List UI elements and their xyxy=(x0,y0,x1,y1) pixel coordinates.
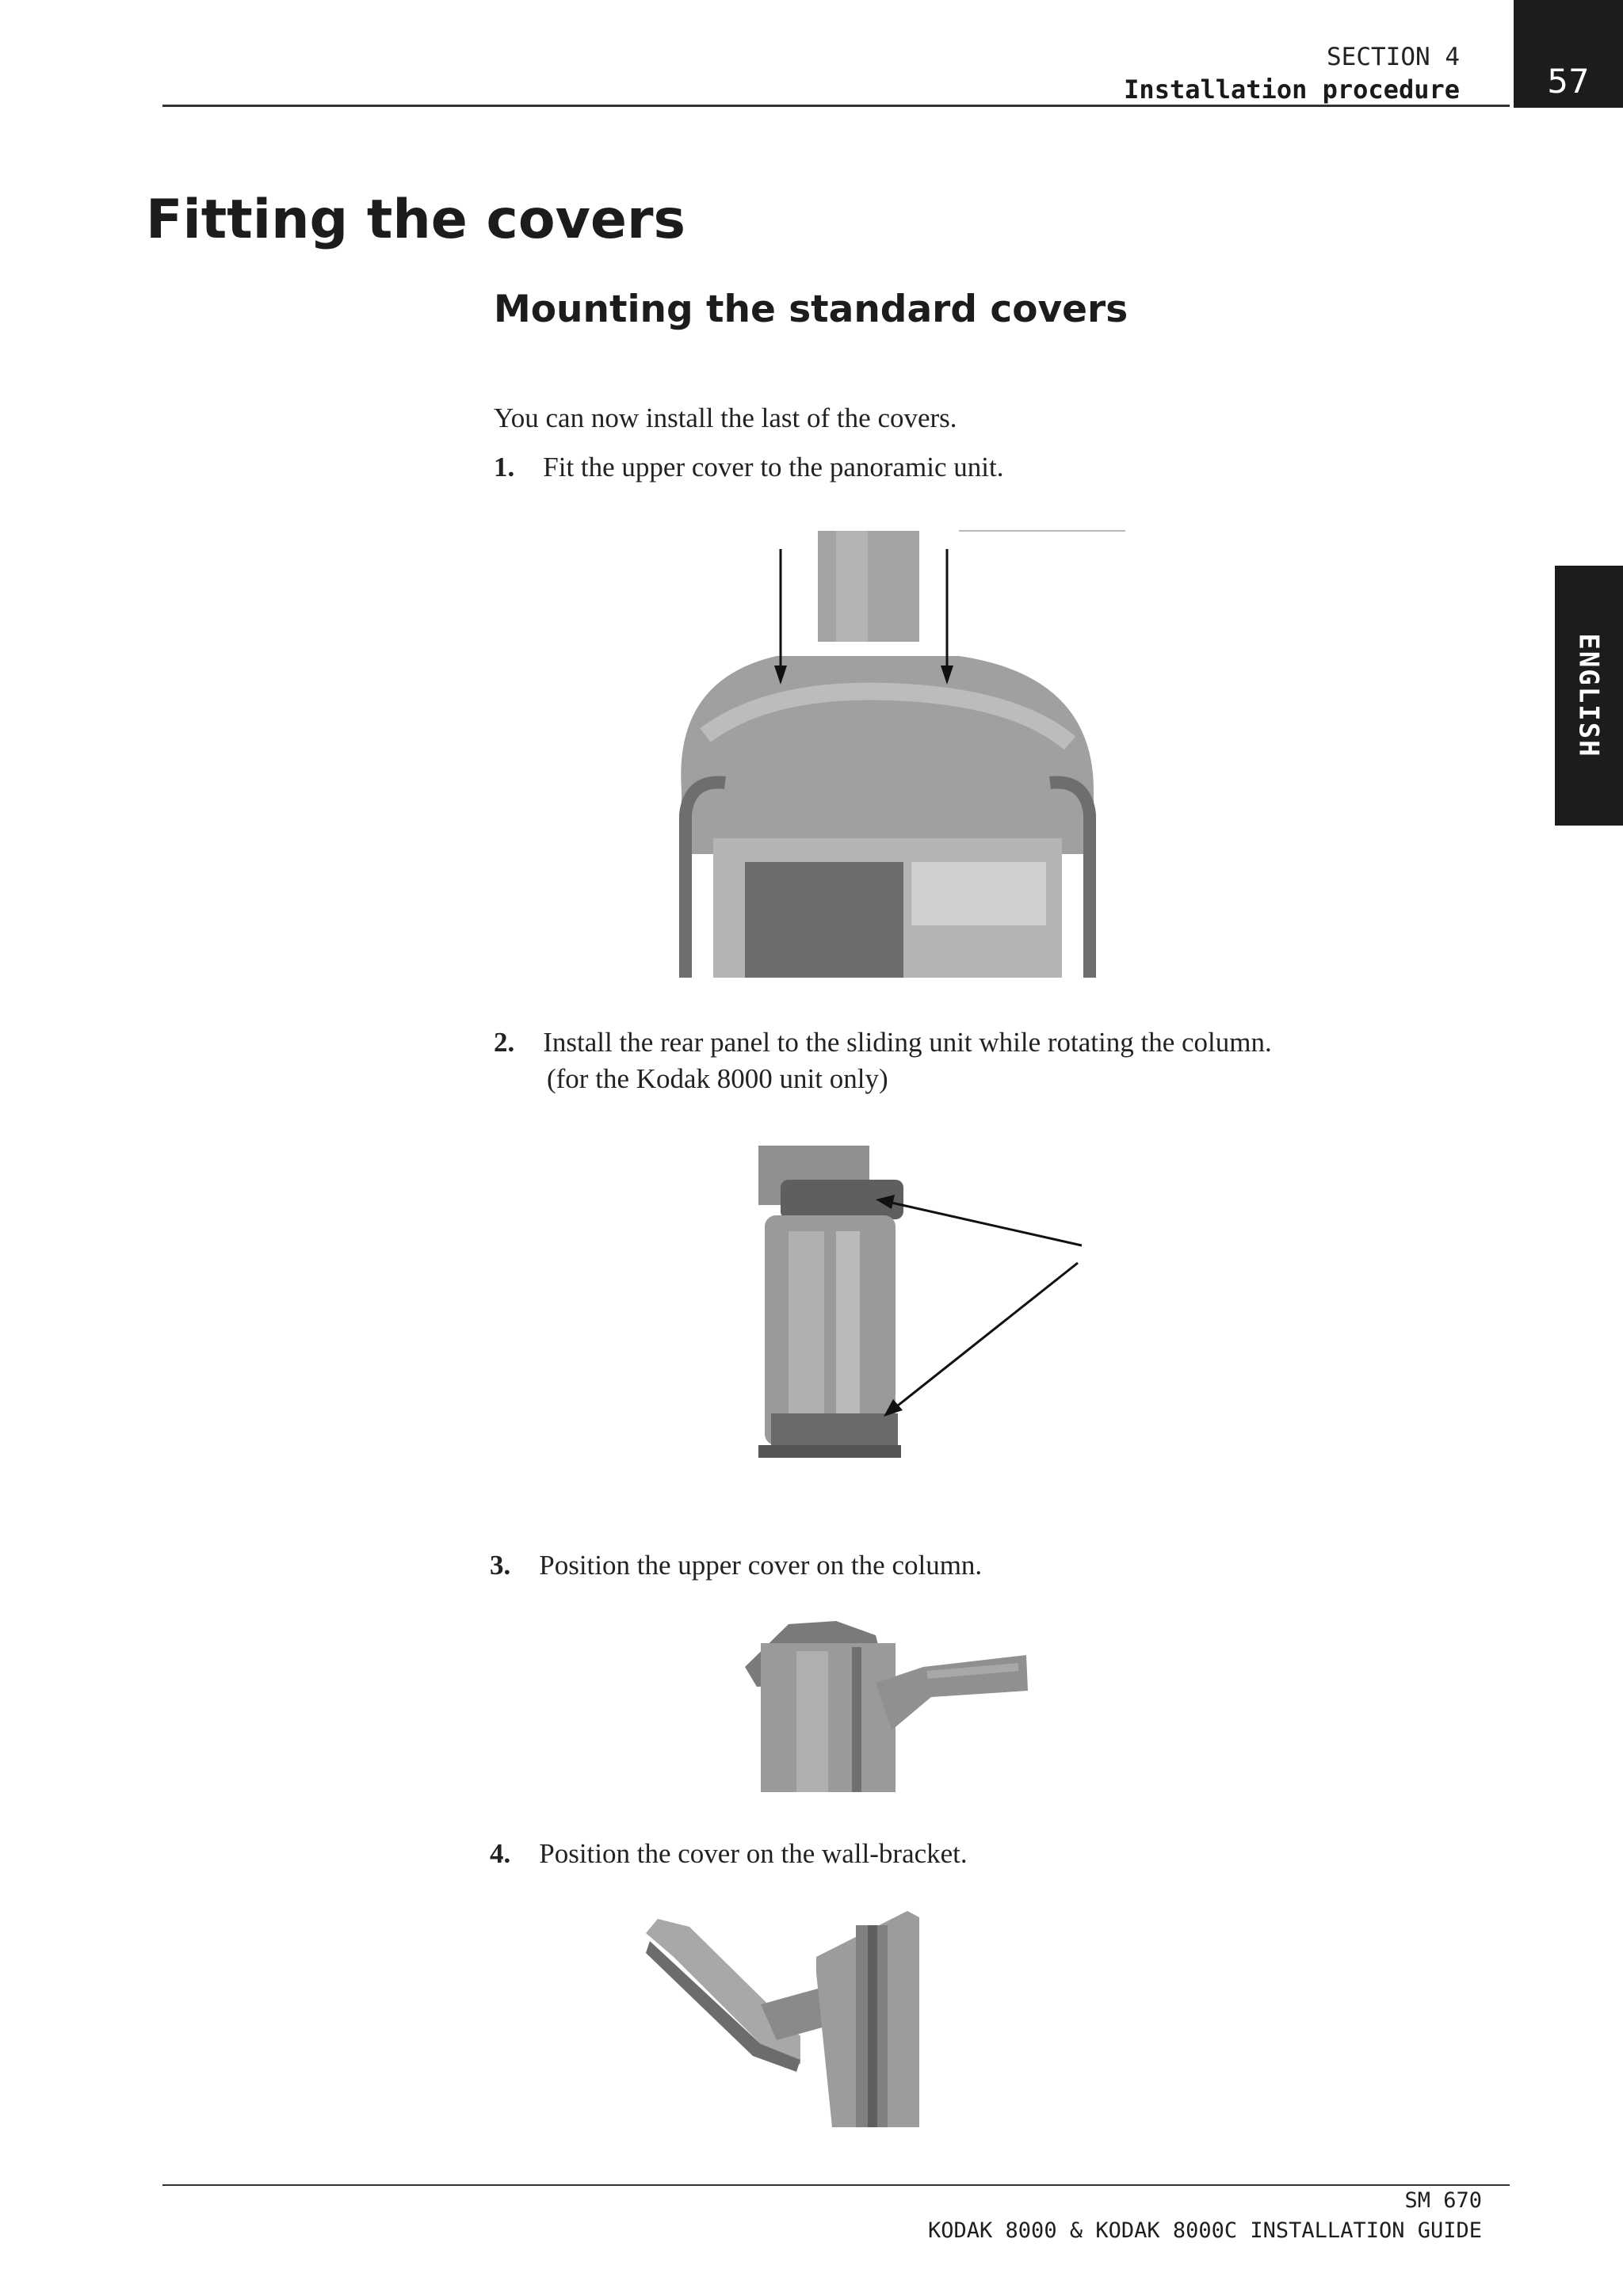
page-number: 57 xyxy=(1547,62,1590,101)
figure-wall-bracket xyxy=(642,1909,927,2127)
figure-upper-cover xyxy=(650,529,1125,978)
footer-doc-code: SM 670 xyxy=(1404,2188,1482,2213)
figure-column-cover xyxy=(741,1619,1034,1792)
language-label: ENGLISH xyxy=(1573,633,1606,758)
figure-rear-panel xyxy=(757,1144,1090,1461)
footer-rule xyxy=(162,2184,1510,2186)
intro-text: You can now install the last of the covers. xyxy=(494,402,957,433)
step-text: Install the rear panel to the sliding unit while rotating the column. xyxy=(543,1027,1272,1058)
step-2-note: (for the Kodak 8000 unit only) xyxy=(547,1063,888,1094)
step-text: Position the cover on the wall-bracket. xyxy=(539,1838,968,1869)
step-number: 1. xyxy=(494,452,515,482)
step-number: 3. xyxy=(490,1550,511,1581)
page-title: Fitting the covers xyxy=(146,189,686,251)
header-procedure: Installation procedure xyxy=(1124,74,1460,105)
language-tab-label xyxy=(1555,566,1623,826)
footer-guide-title: KODAK 8000 & KODAK 8000C INSTALLATION GUIDE xyxy=(928,2218,1482,2243)
step-text: Fit the upper cover to the panoramic unit. xyxy=(543,452,1004,482)
step-4 xyxy=(490,1838,968,1870)
step-1 xyxy=(494,452,1003,483)
header-rule xyxy=(162,105,1510,107)
step-number: 2. xyxy=(494,1027,515,1058)
section-subtitle: Mounting the standard covers xyxy=(494,288,1128,331)
step-number: 4. xyxy=(490,1838,511,1869)
step-3 xyxy=(490,1550,982,1581)
step-2 xyxy=(494,1027,1272,1058)
step-text: Position the upper cover on the column. xyxy=(539,1550,983,1581)
header-section: SECTION 4 xyxy=(1327,43,1460,71)
